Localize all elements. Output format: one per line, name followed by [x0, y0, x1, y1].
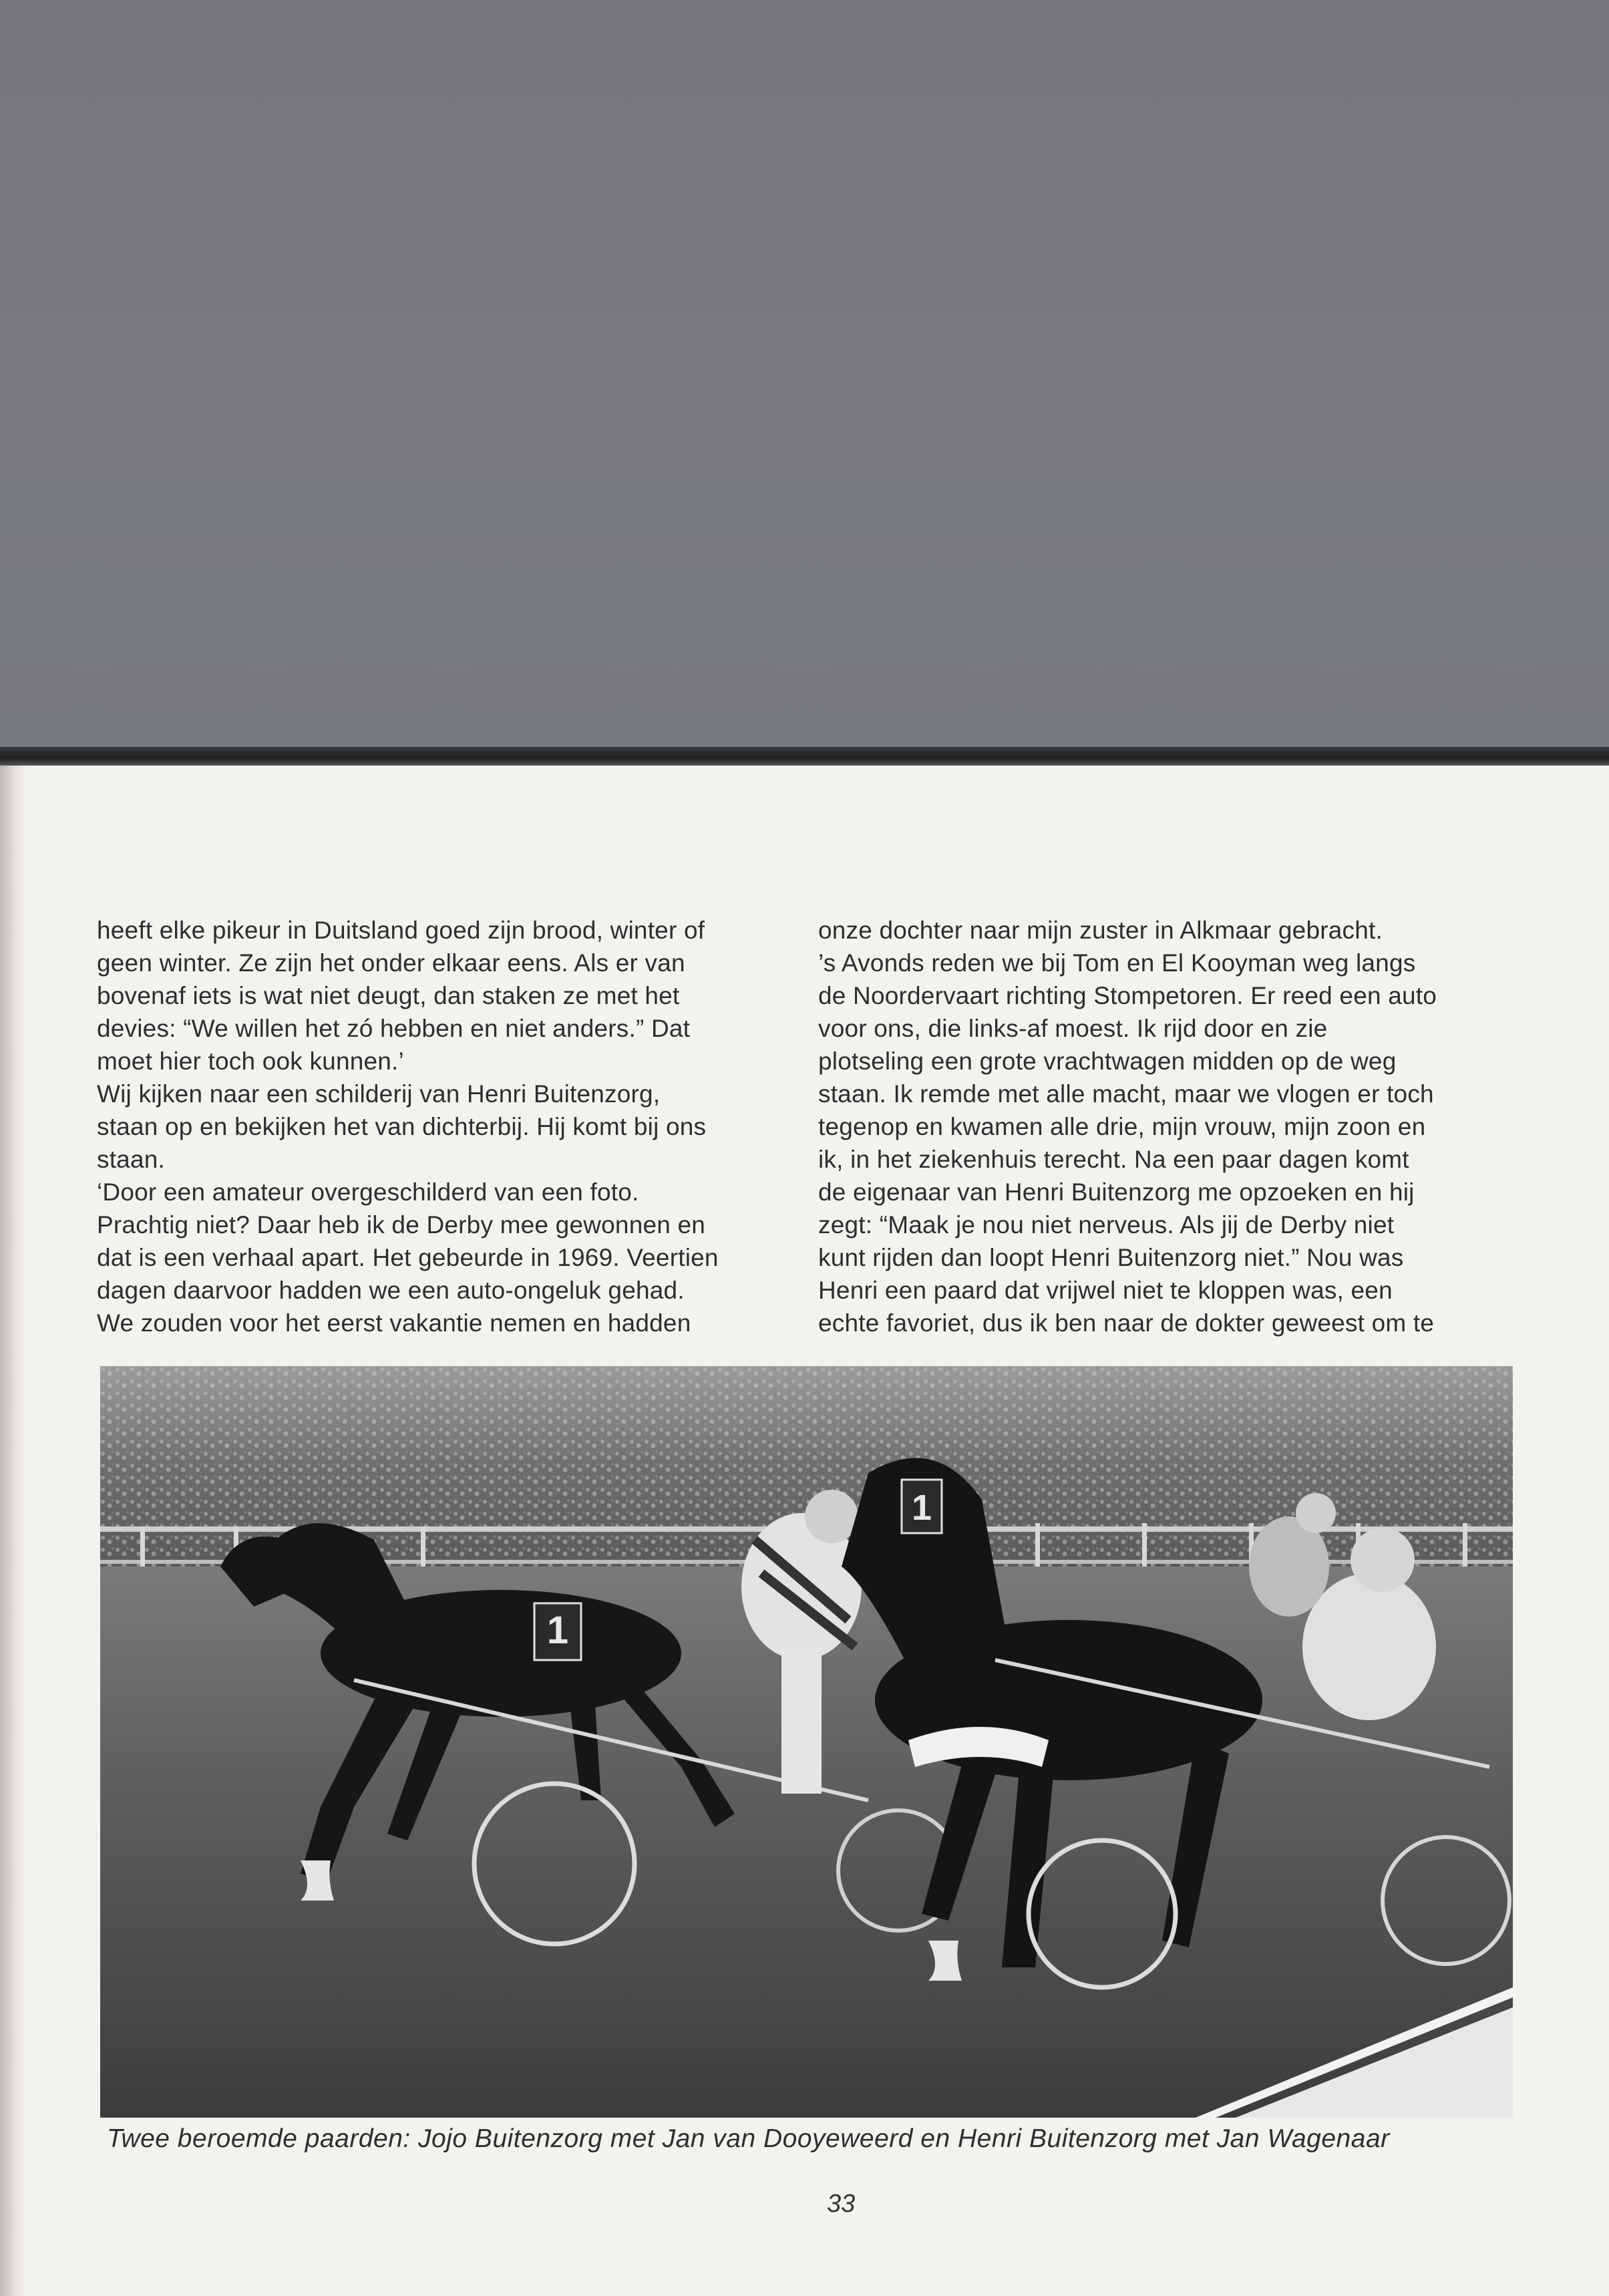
text-line: staan op en bekijken het van dichterbij. Hij komt bij ons [97, 1113, 707, 1140]
text-line: devies: “We willen het zó hebben en niet anders.” Dat [97, 1015, 691, 1042]
text-line: moet hier toch ook kunnen.’ [97, 1047, 404, 1075]
text-line: de eigenaar van Henri Buitenzorg me opzoeken en hij [818, 1178, 1415, 1206]
text-line: ik, in het ziekenhuis terecht. Na een paar dagen komt [818, 1146, 1409, 1173]
text-line: staan. [97, 1146, 165, 1173]
text-line: geen winter. Ze zijn het onder elkaar eens. Als er van [97, 949, 685, 977]
text-line: Henri een paard dat vrijwel niet te kloppen was, een [818, 1277, 1393, 1304]
race-photo [100, 1366, 1513, 2118]
text-line: onze dochter naar mijn zuster in Alkmaar gebracht. [818, 917, 1383, 944]
photo-caption: Twee beroemde paarden: Jojo Buitenzorg met Jan van Dooyeweerd en Henri Buitenzorg met Jan Wagenaar [107, 2124, 1390, 2153]
text-line: Wij kijken naar een schilderij van Henri Buitenzorg, [97, 1080, 661, 1108]
left-text-column [97, 914, 785, 1339]
binding-shadow [0, 766, 27, 2296]
text-line: tegenop en kwamen alle drie, mijn vrouw, mijn zoon en [818, 1113, 1426, 1140]
text-line: ’s Avonds reden we bij Tom en El Kooyman weg langs [818, 949, 1416, 977]
right-text-column [818, 914, 1506, 1339]
text-line: plotseling een grote vrachtwagen midden op de weg [818, 1047, 1397, 1075]
grey-cover-sheet [0, 0, 1609, 758]
page-number: 33 [827, 2190, 856, 2218]
cover-edge [0, 747, 1609, 766]
text-line: dat is een verhaal apart. Het gebeurde in 1969. Veertien [97, 1244, 719, 1271]
text-line: heeft elke pikeur in Duitsland goed zijn brood, winter of [97, 917, 705, 944]
text-line: Prachtig niet? Daar heb ik de Derby mee gewonnen en [97, 1211, 706, 1239]
text-line: de Noordervaart richting Stompetoren. Er reed een auto [818, 982, 1437, 1009]
text-line: voor ons, die links-af moest. Ik rijd door en zie [818, 1015, 1328, 1042]
text-line: staan. Ik remde met alle macht, maar we vlogen er toch [818, 1080, 1434, 1108]
text-line: echte favoriet, dus ik ben naar de dokter geweest om te [818, 1309, 1435, 1337]
text-line: We zouden voor het eerst vakantie nemen en hadden [97, 1309, 691, 1337]
text-line: dagen daarvoor hadden we een auto-ongeluk gehad. [97, 1277, 685, 1304]
text-line: bovenaf iets is wat niet deugt, dan staken ze met het [97, 982, 680, 1009]
number-cloth-left: 1 [546, 1609, 569, 1652]
text-line: zegt: “Maak je nou niet nerveus. Als jij de Derby niet [818, 1211, 1395, 1239]
number-cloth-right: 1 [911, 1488, 932, 1528]
text-line: ‘Door een amateur overgeschilderd van een foto. [97, 1178, 639, 1206]
text-line: kunt rijden dan loopt Henri Buitenzorg niet.” Nou was [818, 1244, 1404, 1271]
